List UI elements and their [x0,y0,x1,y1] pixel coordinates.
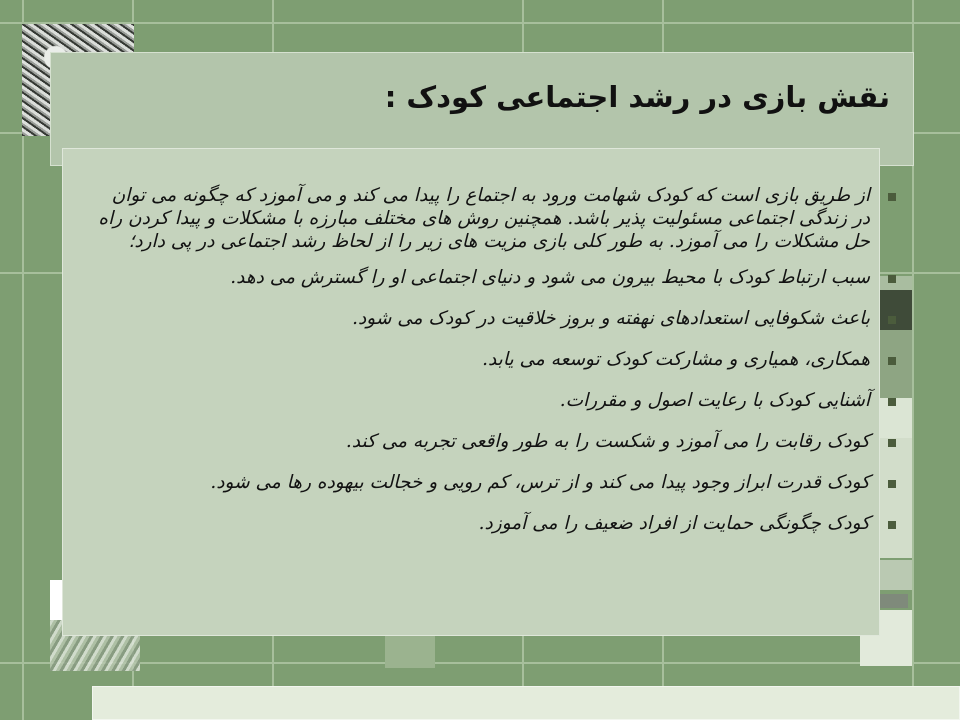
list-item-text: از طریق بازی است که کودک شهامت ورود به اجتماع را پیدا می کند و می آموزد که چگونه می توان در زندگی اجتماعی مسئولیت پذیر باشد. همچنین روش های مختلف مبارزه با مشکلات و پیدا کردن راه حل مشکلات را می آموزد. به طور کلی بازی مزیت های زیر را از لحاظ رشد اجتماعی در پی دارد؛ [98,185,870,252]
list-item [92,307,874,331]
square-bullet-icon [888,521,896,529]
light-bar-bottom [92,686,960,720]
dark-square [876,290,912,330]
slide-title: نقش بازی در رشد اجتماعی کودک : [384,80,890,114]
square-bullet-icon [888,275,896,283]
list-item-text: کودک قدرت ابراز وجود پیدا می کند و از ترس، کم رویی و خجالت بیهوده رها می شود. [210,472,870,493]
list-item [92,348,874,372]
list-item-text: همکاری، همیاری و مشارکت کودک توسعه می یابد. [482,349,870,370]
square-bullet-icon [888,398,896,406]
list-item [92,266,874,290]
bullet-list [92,184,874,553]
square-bullet-icon [888,193,896,201]
square-bullet-icon [888,316,896,324]
list-item-text: باعث شکوفایی استعدادهای نهفته و بروز خلاقیت در کودک می شود. [352,308,870,329]
square-bullet-icon [888,480,896,488]
list-item [92,471,874,495]
list-item [92,184,874,253]
list-item [92,389,874,413]
list-item-text: سبب ارتباط کودک با محیط بیرون می شود و دنیای اجتماعی او را گسترش می دهد. [230,267,870,288]
green-block [385,636,435,668]
square-bullet-icon [888,439,896,447]
list-item-text: آشنایی کودک با رعایت اصول و مقررات. [559,390,870,411]
square-bullet-icon [888,357,896,365]
list-item [92,430,874,454]
list-item-text: کودک رقابت را می آموزد و شکست را به طور واقعی تجربه می کند. [345,431,870,452]
grid-line [0,22,960,24]
list-item [92,512,874,536]
grid-line [0,662,960,664]
list-item-text: کودک چگونگی حمایت از افراد ضعیف را می آموزد. [478,513,870,534]
